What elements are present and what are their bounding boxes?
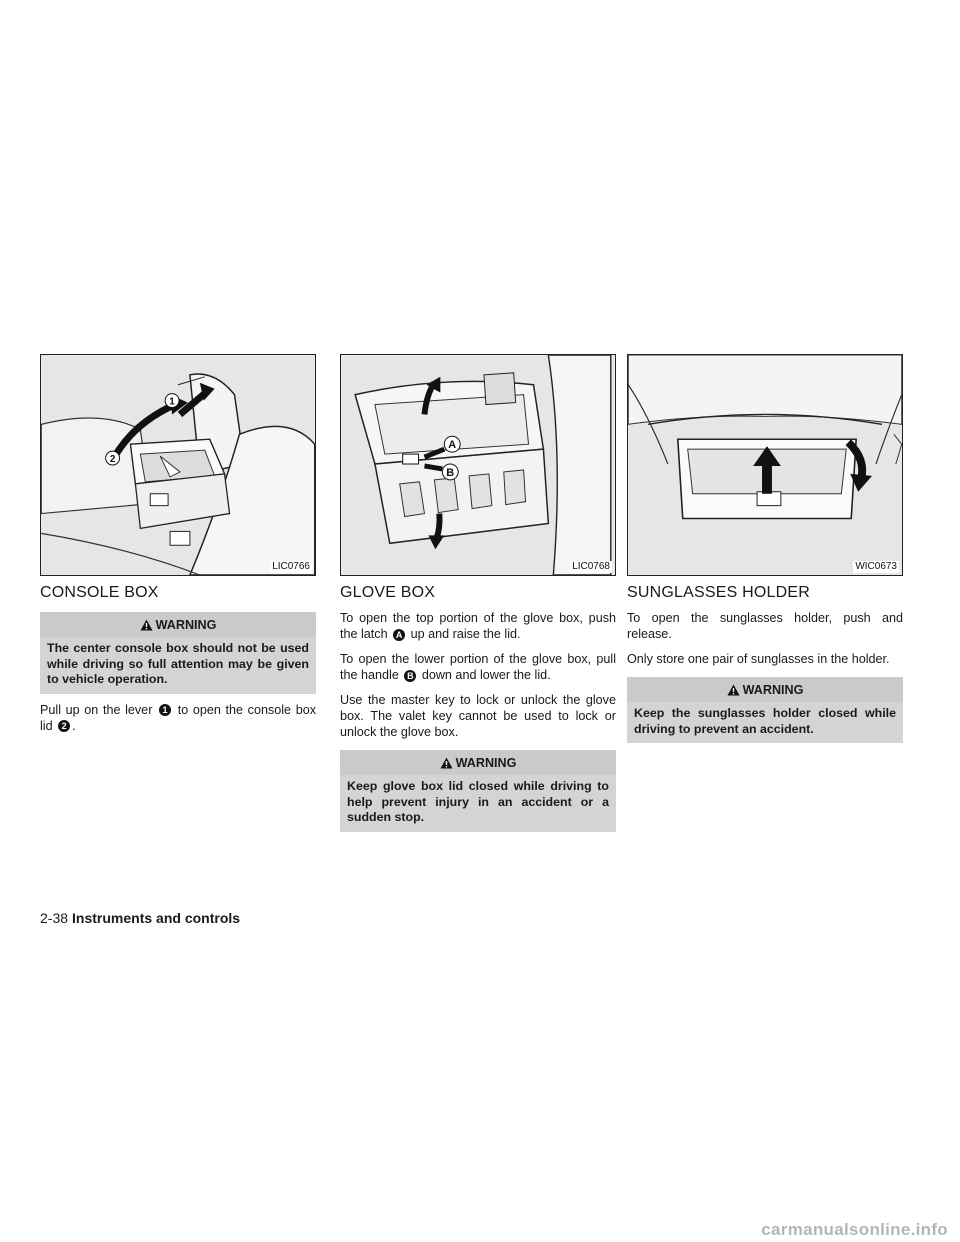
- watermark-text: carmanualsonline.info: [761, 1220, 948, 1239]
- figure-code: WIC0673: [855, 561, 897, 572]
- console-box-illustration: [40, 354, 316, 576]
- paragraph-text: Pull up on the lever: [40, 702, 153, 717]
- warning-text: The center console box should not be used while driving so full attention may be given to vehicle operation.: [47, 641, 309, 686]
- instruction-paragraph: Use the master key to lock or unlock the glove box. The valet key cannot be used to lock or unlock the glove box.: [340, 693, 616, 739]
- page-number: 2-38: [40, 910, 69, 926]
- warning-box: [340, 750, 616, 832]
- sunglasses-holder-column: [627, 354, 903, 751]
- figure-label-a: A: [448, 439, 457, 452]
- figure-label-1: 1: [169, 396, 175, 408]
- warning-header: [40, 612, 316, 637]
- warning-box: [40, 612, 316, 694]
- section-heading: GLOVE BOX: [340, 584, 436, 601]
- figure-code: LIC0768: [572, 561, 610, 572]
- warning-header: [627, 677, 903, 702]
- sunglasses-holder-illustration: [627, 354, 903, 576]
- instruction-paragraph: [340, 651, 616, 683]
- warning-triangle-icon: [140, 619, 153, 631]
- warning-text: Keep the sunglasses holder closed while driving to prevent an accident.: [634, 706, 896, 736]
- watermark: [0, 1218, 960, 1242]
- glove-box-illustration: [340, 354, 616, 576]
- warning-triangle-icon: [727, 684, 740, 696]
- console-box-drawing: [41, 355, 315, 575]
- warning-triangle-icon: [440, 757, 453, 769]
- ref-badge-a: A: [393, 629, 405, 641]
- instruction-paragraph: [40, 702, 316, 734]
- warning-label: WARNING: [742, 683, 804, 697]
- section-heading: CONSOLE BOX: [40, 584, 159, 601]
- figure-code: LIC0766: [272, 561, 310, 572]
- figure-label-b: B: [446, 466, 455, 479]
- section-heading: SUNGLASSES HOLDER: [627, 584, 811, 601]
- paragraph-text: To open the lower portion of the glove box, pull the handle: [340, 652, 616, 682]
- ref-badge-1: 1: [159, 704, 171, 716]
- warning-label: WARNING: [155, 618, 217, 632]
- instruction-paragraph: To open the sunglasses holder, push and release.: [627, 611, 903, 641]
- figure-label-2: 2: [109, 454, 116, 466]
- ref-badge-2: 2: [58, 720, 70, 732]
- paragraph-text: To open the top portion of the glove box, push the latch: [340, 611, 616, 641]
- sunglasses-holder-drawing: [628, 355, 902, 575]
- page-footer: [40, 910, 240, 926]
- paragraph-text: down and lower the lid.: [421, 668, 551, 682]
- instruction-paragraph: [340, 610, 616, 642]
- ref-badge-b: B: [404, 670, 416, 682]
- warning-label: WARNING: [455, 756, 517, 770]
- warning-box: [627, 677, 903, 743]
- console-box-column: [40, 354, 316, 743]
- warning-text: Keep glove box lid closed while driving to help prevent injury in an accident or a sudden stop.: [347, 779, 609, 824]
- glove-box-drawing: [341, 355, 615, 575]
- warning-header: [340, 750, 616, 775]
- paragraph-text: .: [72, 718, 76, 733]
- section-title: Instruments and controls: [72, 910, 241, 926]
- instruction-paragraph: Only store one pair of sunglasses in the holder.: [627, 652, 890, 666]
- paragraph-text: to open the console box lid: [40, 702, 317, 733]
- glove-box-column: [340, 354, 616, 840]
- paragraph-text: up and raise the lid.: [410, 627, 521, 641]
